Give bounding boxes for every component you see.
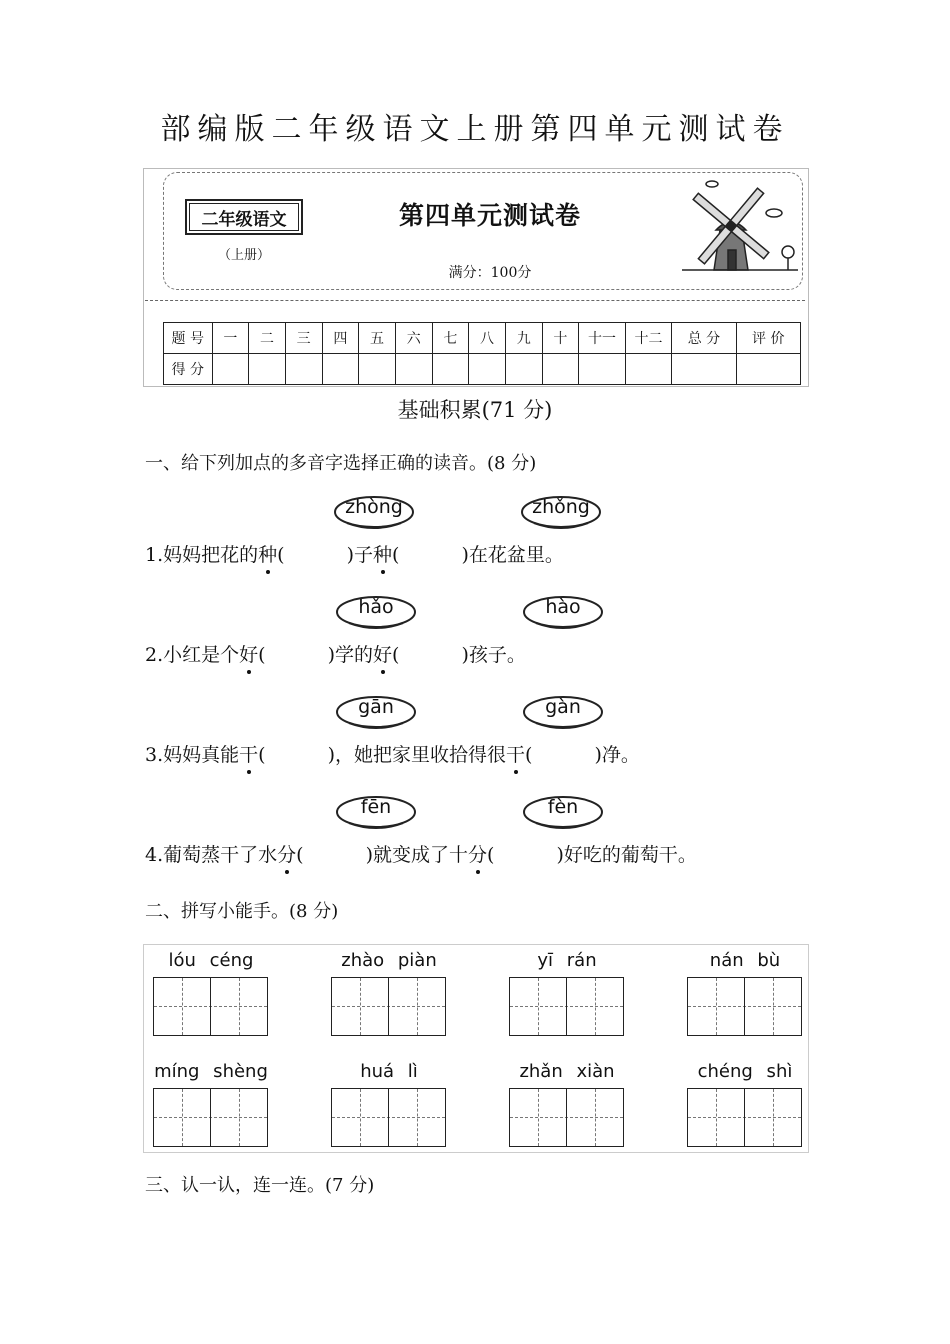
sentence-text: )好吃的葡萄干。 — [556, 844, 697, 866]
pinyin-word-label: nán bù — [709, 950, 781, 971]
dotted-character: 种 — [258, 540, 277, 567]
score-cell[interactable] — [212, 354, 249, 385]
pinyin-option-bubble — [522, 593, 604, 631]
q1-sentence — [145, 640, 526, 667]
pinyin-option-text: gàn — [545, 696, 581, 718]
score-cell[interactable] — [469, 354, 506, 385]
dotted-character: 干 — [239, 740, 258, 767]
score-cell[interactable] — [505, 354, 542, 385]
score-table-col-header: 十 — [542, 323, 579, 354]
sentence-text: 2.小红是个 — [145, 644, 240, 666]
sentence-text: )在花盆里。 — [461, 544, 564, 566]
score-table-col-header: 十一 — [579, 323, 626, 354]
writing-grid[interactable] — [153, 977, 268, 1036]
sentence-text: 1.妈妈把花的 — [145, 544, 259, 566]
paren-open: ( — [277, 544, 285, 566]
score-cell[interactable] — [432, 354, 469, 385]
pinyin-option-bubble — [522, 793, 604, 831]
score-table-col-header: 七 — [432, 323, 469, 354]
q1-title: 一、给下列加点的多音字选择正确的读音。 — [145, 453, 487, 474]
q1-sentence — [145, 540, 564, 567]
pinyin-option-text: zhòng — [345, 496, 403, 518]
pinyin-word-label: yī rán — [537, 950, 597, 971]
score-table-col-header: 总 分 — [672, 323, 736, 354]
sentence-text: )净。 — [594, 744, 640, 766]
score-cell[interactable] — [625, 354, 672, 385]
page-title: 部编版二年级语文上册第四单元测试卷 — [160, 112, 790, 147]
score-cell[interactable] — [736, 354, 800, 385]
score-table-col-header: 五 — [359, 323, 396, 354]
pinyin-option-text: fēn — [360, 796, 392, 818]
score-cell[interactable] — [359, 354, 396, 385]
pinyin-option-text: hǎo — [358, 596, 394, 618]
score-table-col-header: 六 — [395, 323, 432, 354]
dotted-character: 好 — [373, 640, 392, 667]
pinyin-option-bubble — [335, 593, 417, 631]
section-title: 基础积累(71 分) — [397, 398, 553, 422]
pinyin-option-text: gān — [358, 696, 394, 718]
q3-title: 三、认一认，连一连。 — [145, 1175, 325, 1196]
q2-points: (8 分) — [289, 901, 339, 922]
dotted-character: 分 — [277, 840, 296, 867]
writing-grid[interactable] — [509, 1088, 624, 1147]
score-table-col-header: 四 — [322, 323, 359, 354]
dotted-character: 种 — [373, 540, 392, 567]
sentence-text: 4.葡萄蒸干了水 — [145, 844, 278, 866]
sentence-text: )学的 — [327, 644, 373, 666]
pinyin-word-label: lóu céng — [168, 950, 254, 971]
pinyin-option-bubble — [520, 493, 602, 531]
score-table-label-score: 得 分 — [164, 354, 213, 385]
sentence-text: 3.妈妈真能 — [145, 744, 240, 766]
q2-title: 二、拼写小能手。 — [145, 901, 289, 922]
pinyin-option-text: hào — [545, 596, 581, 618]
grade-badge: 二年级语文 — [185, 199, 303, 235]
score-cell[interactable] — [285, 354, 322, 385]
pinyin-option-text: fèn — [547, 796, 579, 818]
score-table-col-header: 三 — [285, 323, 322, 354]
paren-open: ( — [258, 644, 266, 666]
paren-open: ( — [392, 644, 400, 666]
score-cell[interactable] — [672, 354, 736, 385]
score-cell[interactable] — [322, 354, 359, 385]
sentence-text: )孩子。 — [461, 644, 526, 666]
paren-open: ( — [487, 844, 495, 866]
cut-line — [145, 300, 805, 301]
writing-grid[interactable] — [331, 977, 446, 1036]
pinyin-word-label: míng shèng — [154, 1061, 268, 1082]
score-table-col-header: 评 价 — [736, 323, 800, 354]
score-table-score-row — [164, 354, 801, 385]
q2-heading — [145, 897, 338, 923]
writing-grid[interactable] — [331, 1088, 446, 1147]
pinyin-word-label: zhǎn xiàn — [519, 1061, 615, 1082]
writing-grid[interactable] — [153, 1088, 268, 1147]
paren-open: ( — [392, 544, 400, 566]
score-table-header-row — [164, 323, 801, 354]
writing-grid[interactable] — [509, 977, 624, 1036]
sentence-text: )就变成了十 — [365, 844, 468, 866]
writing-grid[interactable] — [687, 1088, 802, 1147]
score-table — [163, 322, 801, 385]
pinyin-word-label: huá lì — [360, 1061, 418, 1082]
q1-heading — [145, 449, 536, 475]
dotted-character: 好 — [239, 640, 258, 667]
q1-sentence — [145, 740, 640, 767]
dotted-character: 干 — [506, 740, 525, 767]
score-table-col-header: 十二 — [625, 323, 672, 354]
pinyin-option-text: zhǒng — [532, 496, 590, 518]
dotted-character: 分 — [468, 840, 487, 867]
score-cell[interactable] — [249, 354, 286, 385]
sentence-text: )子 — [346, 544, 373, 566]
full-score: 满分：100分 — [448, 265, 532, 281]
paren-open: ( — [296, 844, 304, 866]
pinyin-option-bubble — [333, 493, 415, 531]
q3-points: (7 分) — [325, 1175, 375, 1196]
score-table-col-header: 八 — [469, 323, 506, 354]
writing-grid[interactable] — [687, 977, 802, 1036]
sentence-text: )，她把家里收拾得很 — [327, 744, 506, 766]
score-table-col-header: 二 — [249, 323, 286, 354]
unit-title: 第四单元测试卷 — [398, 201, 581, 230]
windmill-icon — [680, 178, 800, 280]
pinyin-word-label: chéng shì — [697, 1061, 793, 1082]
q1-points: (8 分) — [487, 453, 537, 474]
paren-open: ( — [258, 744, 266, 766]
score-cell[interactable] — [542, 354, 579, 385]
score-cell[interactable] — [579, 354, 626, 385]
pinyin-option-bubble — [335, 793, 417, 831]
pinyin-option-bubble — [335, 693, 417, 731]
volume-label: （上册） — [217, 248, 270, 263]
pinyin-word-label: zhào piàn — [341, 950, 437, 971]
paren-open: ( — [525, 744, 533, 766]
pinyin-option-bubble — [522, 693, 604, 731]
score-table-col-header: 九 — [505, 323, 542, 354]
q3-heading — [145, 1171, 374, 1197]
score-cell[interactable] — [395, 354, 432, 385]
score-table-label-question: 题 号 — [164, 323, 213, 354]
score-table-col-header: 一 — [212, 323, 249, 354]
q1-sentence — [145, 840, 697, 867]
